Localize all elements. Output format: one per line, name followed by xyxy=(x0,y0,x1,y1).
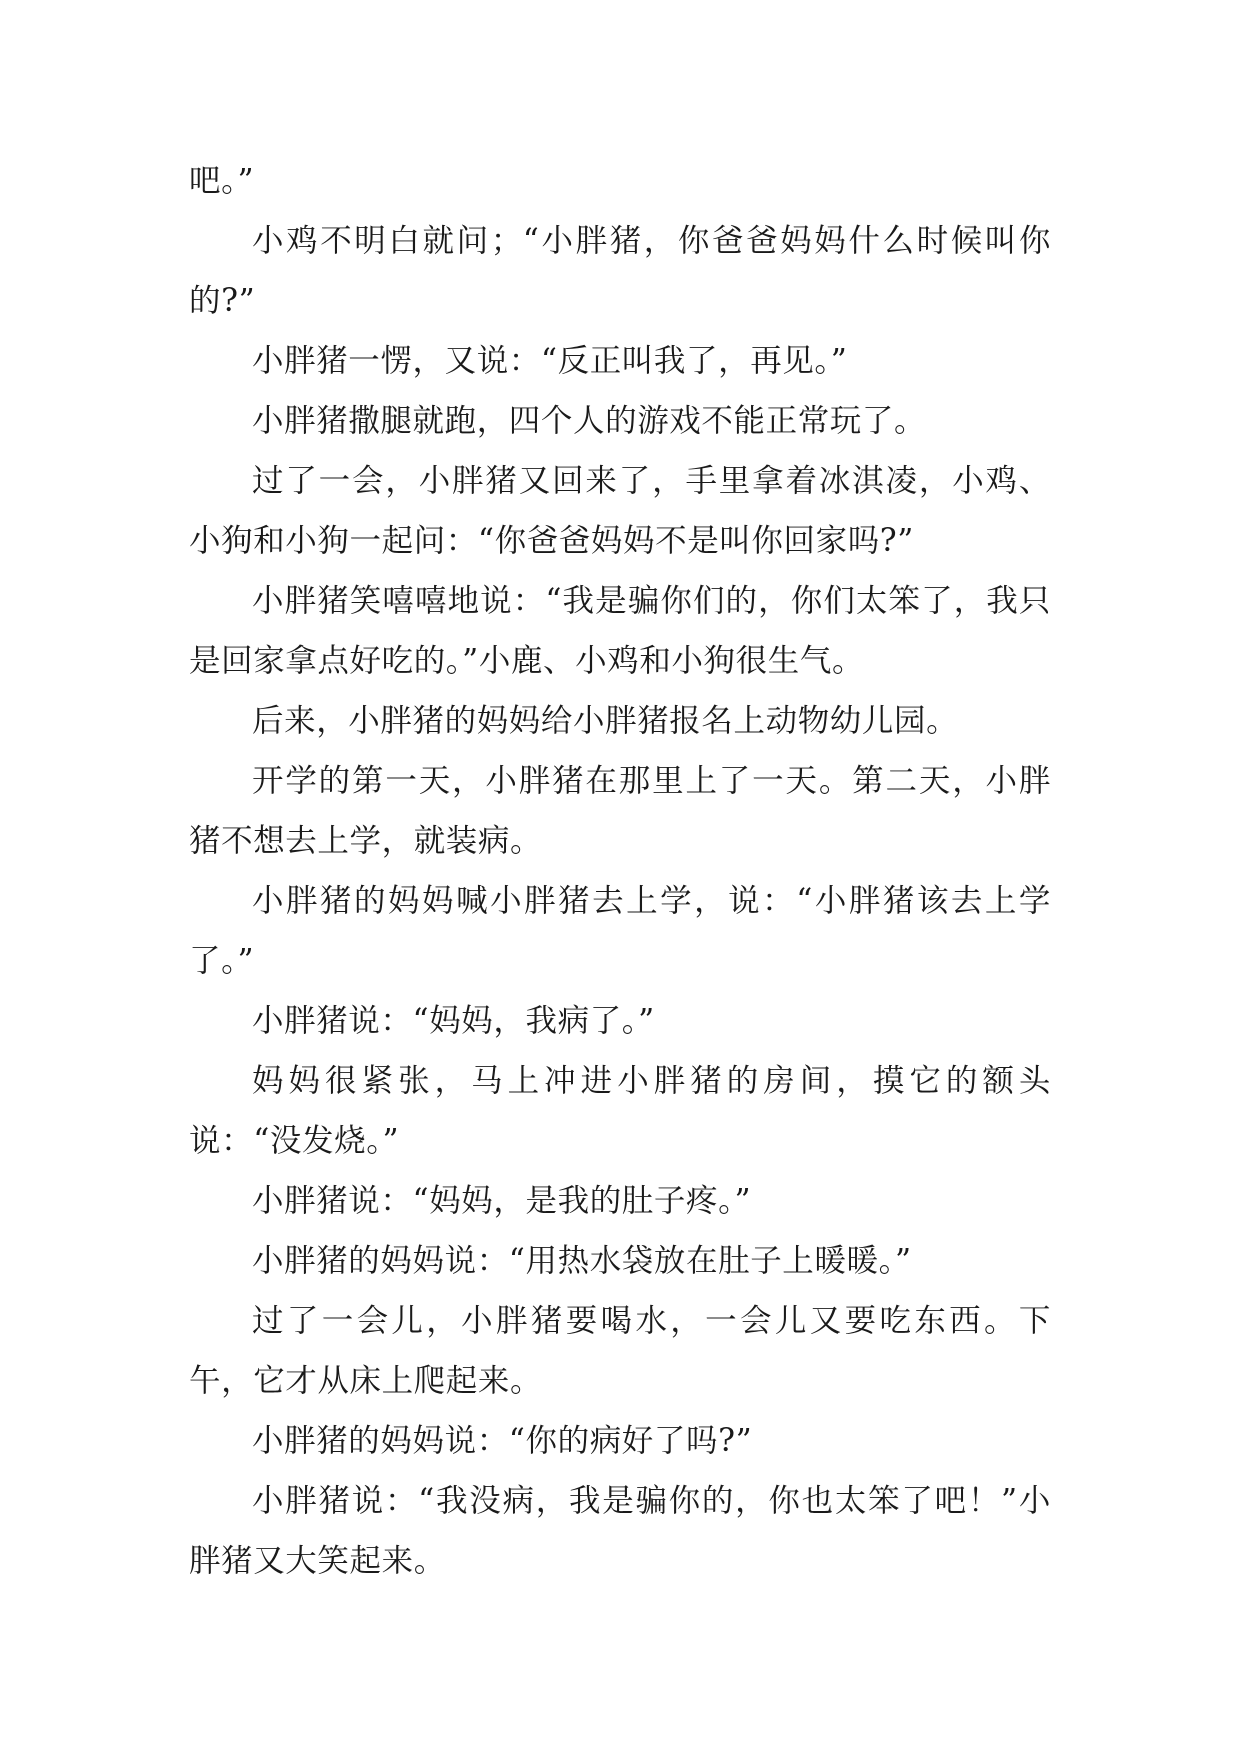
paragraph: 后来，小胖猪的妈妈给小胖猪报名上动物幼儿园。 xyxy=(252,703,959,739)
paragraph: 小胖猪说：“我没病，我是骗你的，你也太笨了吧！”小胖猪又大笑起来。 xyxy=(189,1483,1051,1579)
paragraph: 小胖猪一愣，又说：“反正叫我了，再见。” xyxy=(252,343,848,379)
paragraph: 过了一会儿，小胖猪要喝水，一会儿又要吃东西。下午，它才从床上爬起来。 xyxy=(189,1303,1051,1399)
paragraph: 小胖猪笑嘻嘻地说：“我是骗你们的，你们太笨了，我只是回家拿点好吃的。”小鹿、小鸡和小狗很生气。 xyxy=(189,583,1051,679)
paragraph: 小胖猪撒腿就跑，四个人的游戏不能正常玩了。 xyxy=(252,403,927,439)
paragraph: 吧。” xyxy=(189,163,255,199)
story-text xyxy=(189,151,1051,1591)
paragraph: 小胖猪的妈妈喊小胖猪去上学，说：“小胖猪该去上学了。” xyxy=(189,883,1051,979)
paragraph: 妈妈很紧张，马上冲进小胖猪的房间，摸它的额头说：“没发烧。” xyxy=(189,1063,1051,1159)
paragraph: 开学的第一天，小胖猪在那里上了一天。第二天，小胖猪不想去上学，就装病。 xyxy=(189,763,1051,859)
paragraph: 小胖猪的妈妈说：“用热水袋放在肚子上暖暖。” xyxy=(252,1243,912,1279)
paragraph: 小胖猪说：“妈妈，是我的肚子疼。” xyxy=(252,1183,752,1219)
paragraph: 小胖猪的妈妈说：“你的病好了吗?” xyxy=(252,1423,753,1459)
paragraph: 小胖猪说：“妈妈，我病了。” xyxy=(252,1003,655,1039)
paragraph: 过了一会，小胖猪又回来了，手里拿着冰淇凌，小鸡、小狗和小狗一起问：“你爸爸妈妈不是叫你回家吗?” xyxy=(189,463,1051,559)
paragraph: 小鸡不明白就问；“小胖猪，你爸爸妈妈什么时候叫你的?” xyxy=(189,223,1051,319)
